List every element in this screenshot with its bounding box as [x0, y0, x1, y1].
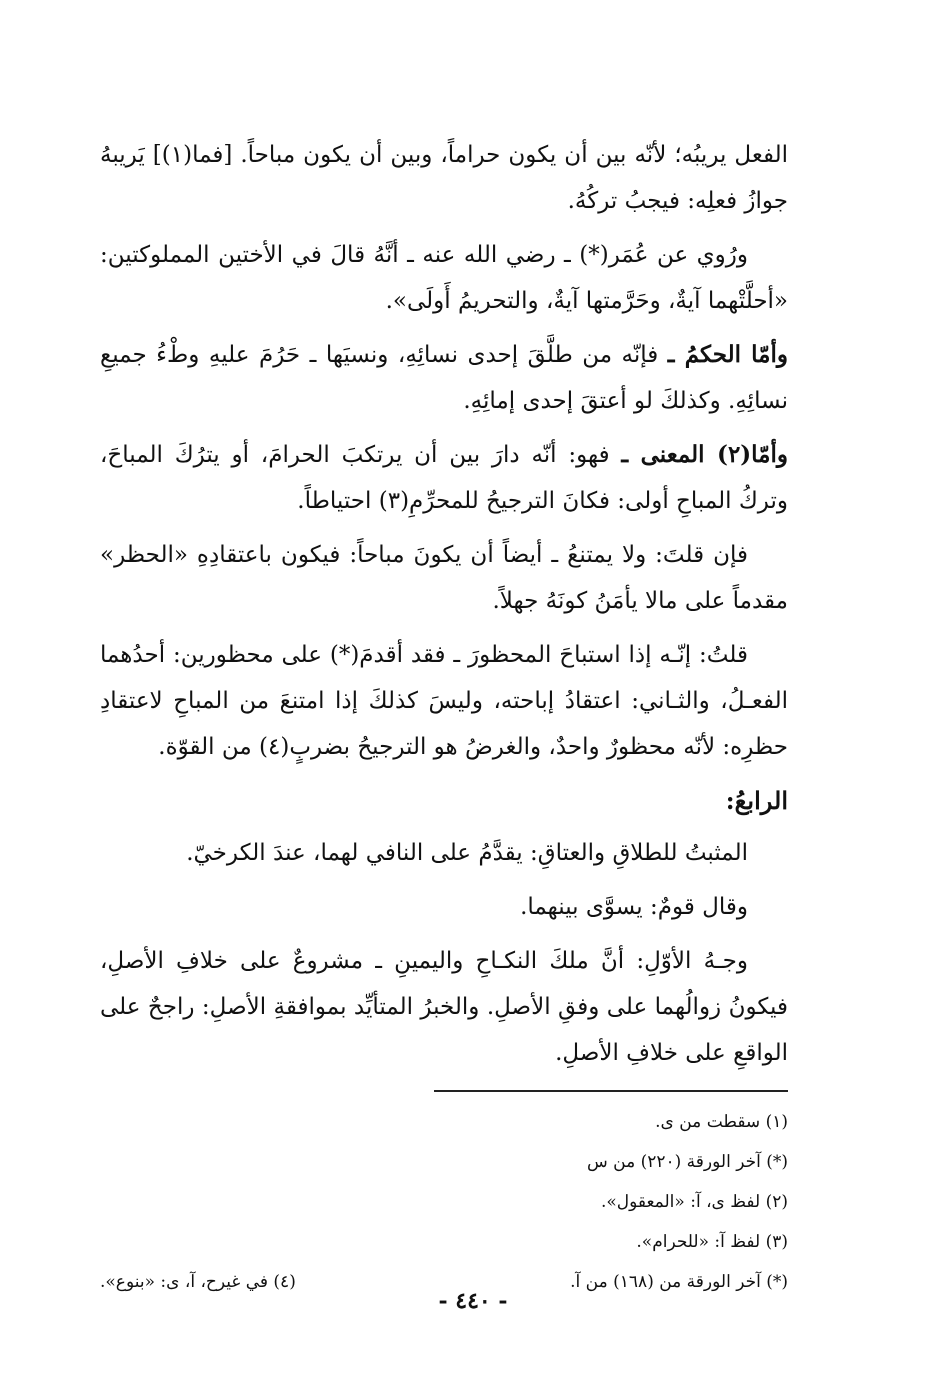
paragraph-objection: فإن قلتَ: ولا يمتنعُ ـ أيضاً أن يكونَ مباحاً: فيكون باعتقادِهِ «الحظر» مقدماً على مالا يأمَنُ كونَهُ جهلاً. — [100, 542, 788, 614]
paragraph-1: الفعل يريبُه؛ لأنّه بين أن يكون حراماً، وبين أن يكون مباحاً. [فما(١)] يَريبهُ جوازُ فعلِه: فيجبُ تركُهُ. — [100, 142, 788, 214]
paragraph-umar: ورُوي عن عُمَر(*) ـ رضي الله عنه ـ أنَّهُ قالَ في الأختين المملوكتين: «أحلَّتْهما آيةٌ، وحَرَّمتها آيةٌ، والتحريمُ أَولَى». — [100, 242, 788, 314]
lead-maana: وأمّا(٢) المعنى ـ — [621, 441, 789, 468]
footnotes — [100, 1102, 788, 1302]
paragraph-hukm-text: فإنّه من طلَّقَ إحدى نسائِهِ، ونسيَها ـ حَرُمَ عليهِ وطْءُ جميعِ نسائِهِ. وكذلكَ لو أعتقَ إحدى إمائِهِ. — [100, 342, 788, 414]
footnote-4: (٤) في غيرح، آ، ى: «بنوع». — [100, 1272, 296, 1292]
footnote-3: (٣) لفظ آ: «للحرام». — [636, 1232, 788, 1252]
paragraph-hukm — [100, 332, 788, 424]
paragraph-muthbit: المثبتُ للطلاقِ والعتاقِ: يقدَّمُ على النافي لهما، عندَ الكرخيّ. — [186, 840, 748, 866]
footnote-star-1: (*) آخر الورقة (٢٢٠) من س — [586, 1152, 788, 1172]
paragraph-maana — [100, 432, 788, 524]
footnote-separator — [434, 1090, 788, 1092]
paragraph-wajh: وجـهُ الأوّلِ: أنَّ ملكَ النكـاحِ واليمينِ ـ مشروعٌ على خلافِ الأصلِ، فيكونُ زوالُهما على وفقِ الأصلِ. والخبرُ المتأيِّد بموافقةِ الأصلِ: راجحٌ على الواقعِ على خلافِ الأصلِ. — [100, 948, 788, 1066]
paragraph-reply: قلتُ: إنّـه إذا استباحَ المحظورَ ـ فقد أقدمَ(*) على محظورين: أحدُهما الفعـلُ، والثـاني: اعتقادُ إباحته، وليسَ كذلكَ إذا امتنعَ من المباحِ لاعتقادِ حظرِه: لأنّه محظورٌ واحدٌ، والغرضُ هو الترجيحُ بضربٍ(٤) من القوّة. — [100, 642, 788, 760]
footnote-star-2: (*) آخر الورقة من (١٦٨) من آ. — [570, 1272, 788, 1292]
paragraph-qawm: وقال قومٌ: يسوَّى بينهما. — [520, 894, 748, 920]
page-number: - ٤٤٠ - — [438, 1288, 508, 1314]
footnote-1: (١) سقطت من ى. — [655, 1112, 788, 1132]
lead-hukm: وأمّا الحكمُ ـ — [667, 341, 788, 368]
section-heading-rabi: الرابعُ: — [725, 786, 788, 815]
paragraph-maana-text: فهو: أنّه دارَ بين أن يرتكبَ الحرامَ، أو يترُكَ المباحَ، وتركُ المباحِ أولى: فكانَ الترجيحُ للمحرِّمِ(٣) احتياطاً. — [100, 442, 788, 514]
footnote-2: (٢) لفظ ى، آ: «المعقول». — [600, 1192, 788, 1212]
